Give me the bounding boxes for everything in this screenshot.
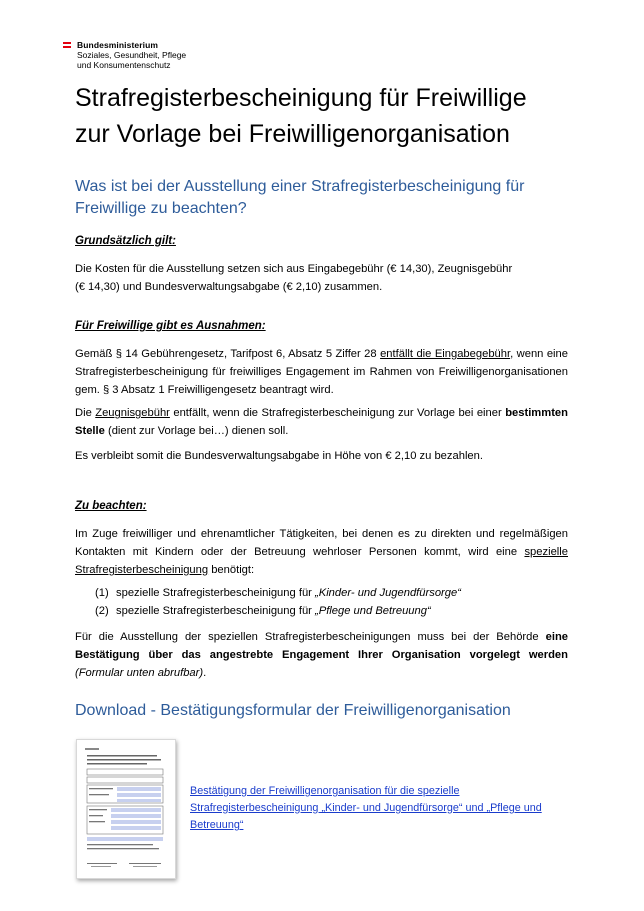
title-line-1: Strafregisterbescheinigung für Freiwillige — [75, 84, 527, 112]
kosten-line-2: (€ 14,30) und Bundesverwaltungsabgabe (€ 2,10) zusammen. — [75, 281, 383, 293]
download-form-link[interactable] — [190, 783, 570, 834]
subheading-beachten: Zu beachten: — [75, 500, 147, 512]
paragraph-bestaetigung — [75, 628, 568, 682]
link-line-1[interactable]: Bestätigung der Freiwilligenorganisation für die spezielle — [190, 785, 460, 797]
eingabe-text-a: Gemäß § 14 Gebührengesetz, Tarifpost 6, Absatz 5 Ziffer 28 — [75, 348, 381, 360]
kosten-line-1: Die Kosten für die Ausstellung setzen sich aus Eingabegebühr (€ 14,30), Zeugnisgebühr — [75, 263, 513, 275]
paragraph-eingabegebuehr — [75, 345, 568, 399]
bestaetigung-text-a: Für die Ausstellung der speziellen Strafregisterbescheinigungen muss bei der Behörde — [75, 631, 546, 643]
taetigkeiten-text-b: benötigt: — [208, 564, 255, 576]
subheading-grundsaetzlich: Grundsätzlich gilt: — [75, 235, 176, 247]
taetigkeiten-underlined: spezielle Strafregisterbescheinigung — [75, 546, 568, 576]
subheading-ausnahmen: Für Freiwillige gibt es Ausnahmen: — [75, 320, 266, 332]
list-item — [95, 584, 461, 602]
list-item-text: spezielle Strafregisterbescheinigung für — [116, 605, 315, 617]
section-heading-line-2: Freiwillige zu beachten? — [75, 200, 247, 217]
section-heading-ausstellung — [75, 176, 524, 220]
eingabe-text-b: , wenn eine Strafregisterbescheinigung für freiwilliges Engagement im Rahmen von Freiwilligenorganisationen gem. § 3 Absatz 1 Freiwilligengesetz beantragt wird. — [75, 348, 568, 396]
paragraph-taetigkeiten — [75, 525, 568, 579]
list-item-emphasis: „Pflege und Betreuung“ — [315, 605, 431, 617]
link-line-3[interactable]: Betreuung“ — [190, 819, 244, 831]
zeugnis-underlined: Zeugnisgebühr — [95, 407, 170, 419]
zeugnis-text-b: entfällt, wenn die Strafregisterbescheinigung zur Vorlage bei einer — [169, 407, 506, 419]
zeugnis-text-c: (dient zur Vorlage bei…) dienen soll. — [104, 425, 289, 437]
document-preview-icon — [77, 740, 175, 878]
link-line-2[interactable]: Strafregisterbescheinigung „Kinder- und Jugendfürsorge“ und „Pflege und — [190, 802, 542, 814]
zeugnis-text-a: Die — [75, 407, 96, 419]
list-item — [95, 602, 461, 620]
section-heading-line-1: Was ist bei der Ausstellung einer Strafregisterbescheinigung für — [75, 178, 525, 195]
bestaetigung-end: . — [203, 667, 207, 679]
list-item-emphasis: „Kinder- und Jugendfürsorge“ — [315, 587, 461, 599]
bestaetigung-italic: (Formular unten abrufbar) — [75, 667, 204, 679]
title-line-2: zur Vorlage bei Freiwilligenorganisation — [75, 120, 510, 148]
eingabe-underlined: entfällt die Eingabegebühr — [380, 348, 511, 360]
page-title — [75, 80, 595, 152]
form-thumbnail[interactable] — [76, 739, 176, 879]
paragraph-verbleibt: Es verbleibt somit die Bundesverwaltungsabgabe in Höhe von € 2,10 zu bezahlen. — [75, 450, 483, 462]
logo-line-3: und Konsumentenschutz — [77, 60, 171, 70]
zeugnis-bold: bestimmten Stelle — [75, 407, 568, 437]
taetigkeiten-text-a: Im Zuge freiwilliger und ehrenamtlicher Tätigkeiten, bei denen es zu direkten und regelmäßigen Kontakten mit Kindern oder der Betreuung wehrloser Personen kommt, wird eine — [75, 528, 568, 558]
logo-line-1: Bundesministerium — [77, 40, 159, 50]
list-item-number: (1) — [95, 587, 109, 599]
paragraph-zeugnisgebuehr — [75, 404, 568, 440]
logo-line-2: Soziales, Gesundheit, Pflege — [77, 50, 187, 60]
paragraph-kosten — [75, 260, 568, 296]
download-heading: Download - Bestätigungsformular der Freiwilligenorganisation — [75, 702, 511, 719]
list-item-text: spezielle Strafregisterbescheinigung für — [116, 587, 315, 599]
list-item-number: (2) — [95, 605, 109, 617]
bestaetigung-bold: eine Bestätigung über das angestrebte Engagement Ihrer Organisation vorgelegt werden — [75, 631, 568, 661]
list-spezielle-bescheinigungen — [95, 584, 461, 620]
austria-flag-icon — [63, 42, 71, 48]
